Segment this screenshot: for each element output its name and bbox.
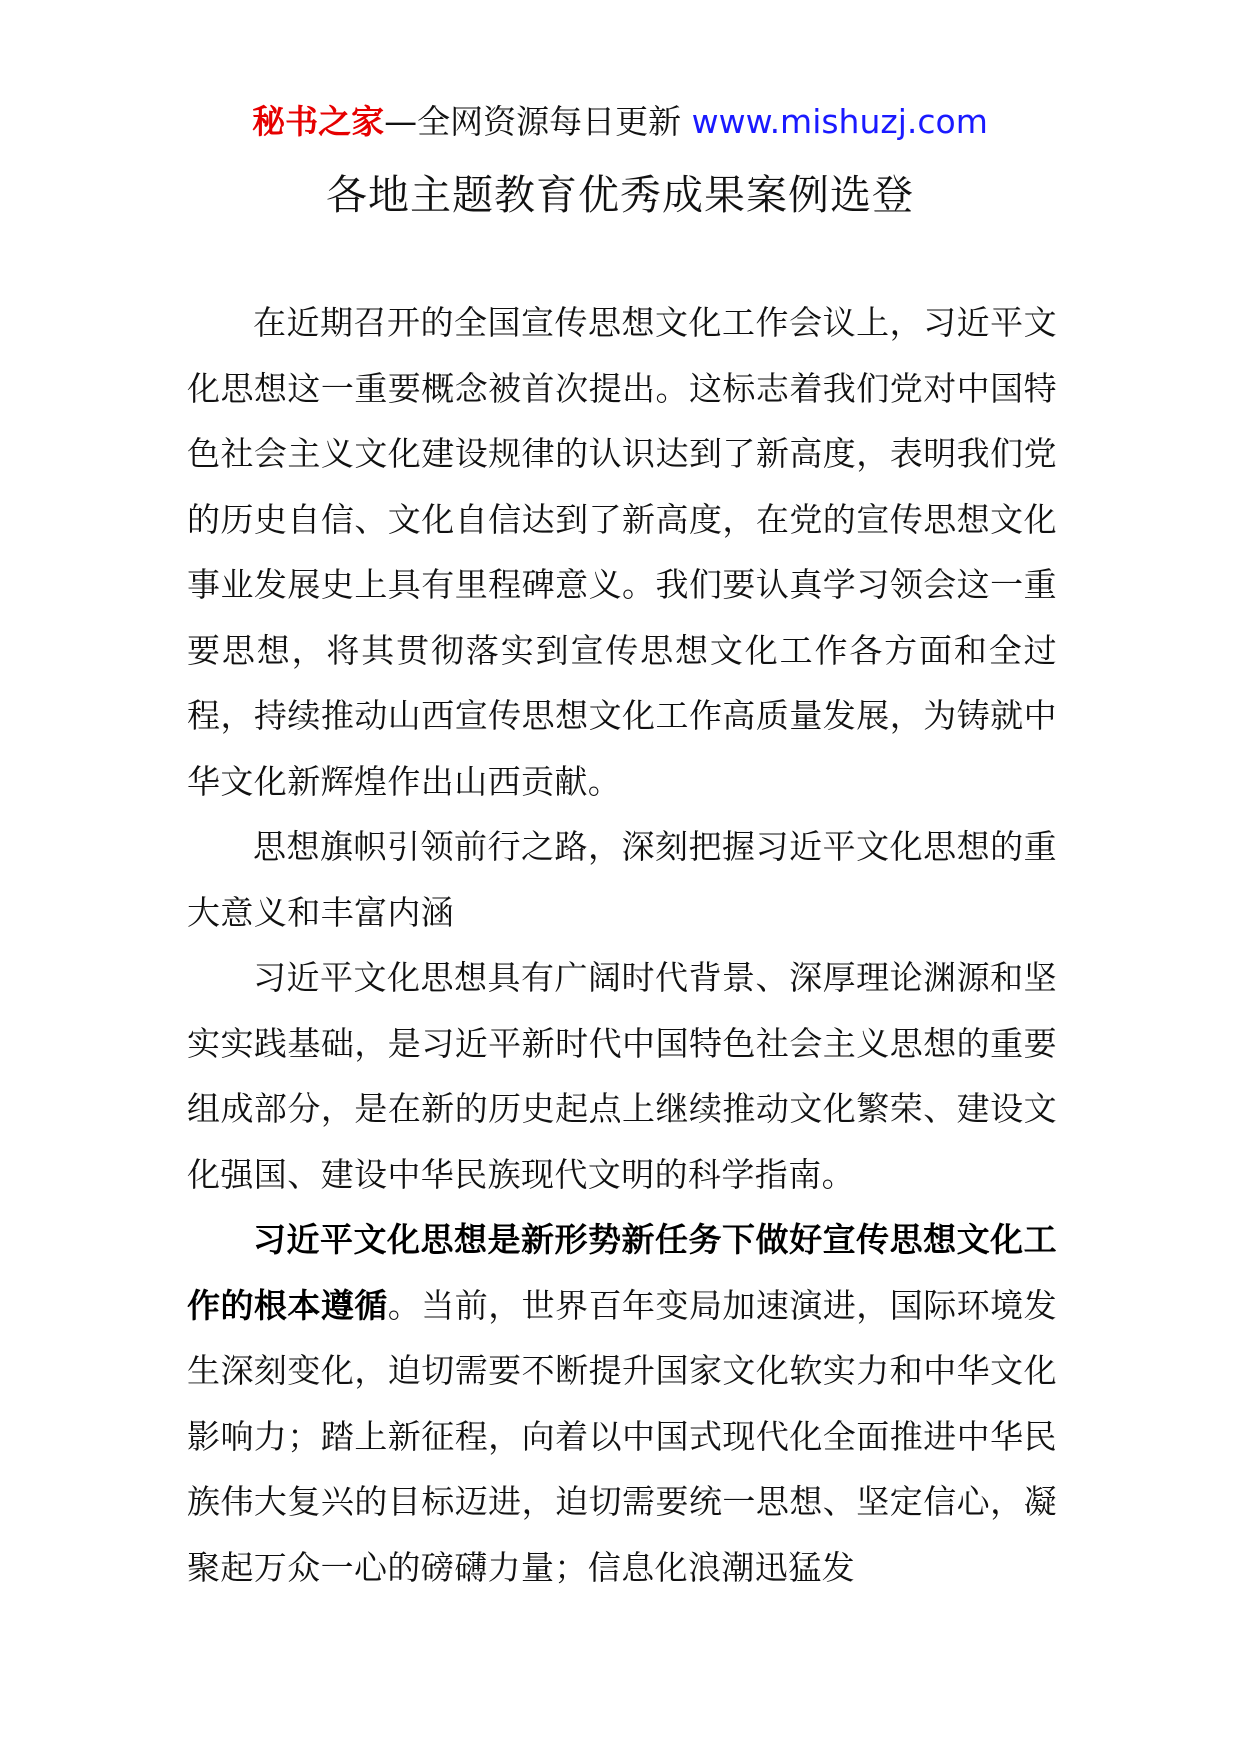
paragraph-guidance bbox=[187, 1207, 1057, 1600]
paragraph-section-heading: 思想旗帜引领前行之路，深刻把握习近平文化思想的重大意义和丰富内涵 bbox=[187, 827, 1057, 932]
paragraph-lead-bold: 习近平文化思想是新形势新任务下做好宣传思想文化工作的根本遵循 bbox=[187, 1220, 1057, 1325]
document-title: 各地主题教育优秀成果案例选登 bbox=[326, 171, 914, 219]
site-url-link[interactable]: www.mishuzj.com bbox=[691, 102, 988, 141]
paragraph-intro: 在近期召开的全国宣传思想文化工作会议上，习近平文化思想这一重要概念被首次提出。这标志着我们党对中国特色社会主义文化建设规律的认识达到了新高度，表明我们党的历史自信、文化自信达到了新高度，在党的宣传思想文化事业发展史上具有里程碑意义。我们要认真学习领会这一重要思想，将其贯彻落实到宣传思想文化工作各方面和全过程，持续推动山西宣传思想文化工作高质量发展，为铸就中华文化新辉煌作出山西贡献。 bbox=[187, 303, 1057, 801]
document-body bbox=[187, 290, 1057, 1600]
brand-name: 秘书之家 bbox=[252, 102, 385, 141]
site-header bbox=[0, 100, 1240, 144]
paragraph-overview: 习近平文化思想具有广阔时代背景、深厚理论渊源和坚实实践基础，是习近平新时代中国特色社会主义思想的重要组成部分，是在新的历史起点上继续推动文化繁荣、建设文化强国、建设中华民族现代文明的科学指南。 bbox=[187, 958, 1057, 1194]
paragraph-guidance-text: 。当前，世界百年变局加速演进，国际环境发生深刻变化，迫切需要不断提升国家文化软实力和中华文化影响力；踏上新征程，向着以中国式现代化全面推进中华民族伟大复兴的目标迈进，迫切需要统一思想、坚定信心，凝聚起万众一心的磅礴力量；信息化浪潮迅猛发 bbox=[187, 1285, 1058, 1587]
header-tagline: —全网资源每日更新 bbox=[384, 102, 692, 141]
